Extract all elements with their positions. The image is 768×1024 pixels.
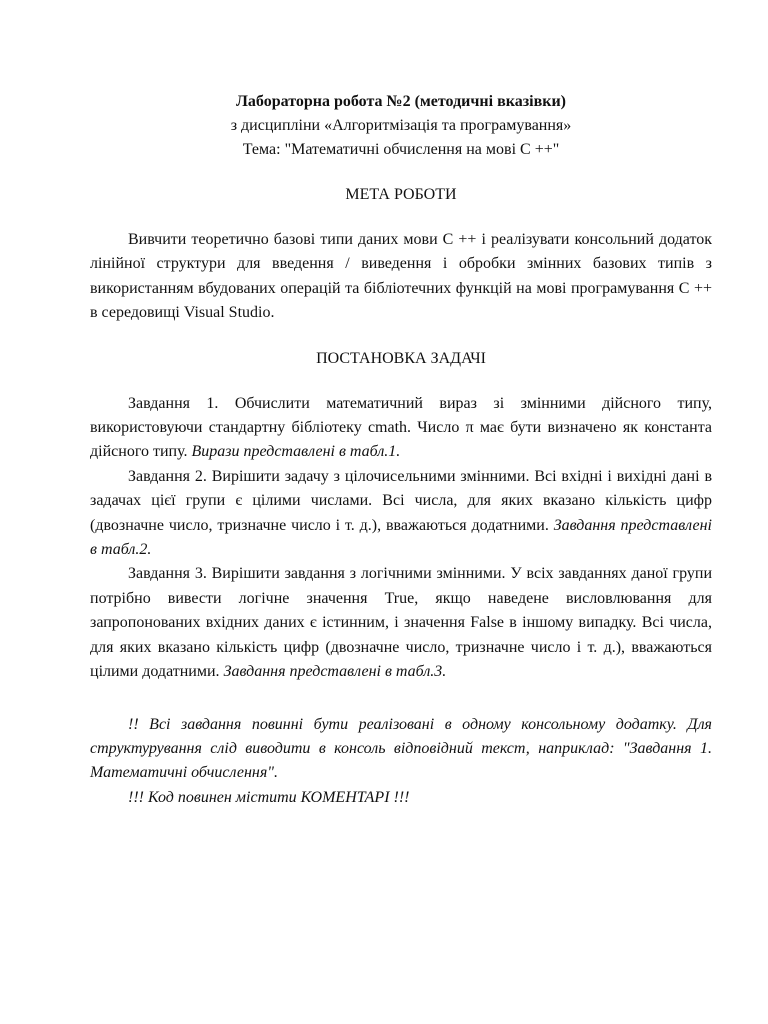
- task-item-2: [90, 465, 712, 563]
- task-item-1-text: Завдання 1. Обчислити математичний вираз зі змінними дійсного типу, використовуючи стандартну бібліотеку cmath. Число π має бути визначено як константа дійсного типу.: [90, 394, 712, 461]
- task-item-2-text: Завдання 2. Вирішити задачу з цілочисельними змінними. Всі вхідні і вихідні дані в задачах цієї групи є цілими числами. Всі числа, для яких вказано кількість цифр (двозначне число, тризначне число і т. д.), вважаються додатними.: [90, 467, 712, 534]
- task-heading: ПОСТАНОВКА ЗАДАЧІ: [316, 349, 486, 367]
- document-discipline: з дисципліни «Алгоритмізація та програмування»: [230, 117, 572, 134]
- task-item-2-reference: Завдання представлені в табл.2.: [90, 516, 712, 559]
- task-item-3-reference: Завдання представлені в табл.3.: [223, 663, 447, 681]
- task-item-3: [90, 562, 712, 684]
- task-item-3-text: Завдання 3. Вирішити завдання з логічними змінними. У всіх завданнях даної групи потрібно вивести логічне значення True, якщо наведене висловлювання для запропонованих вхідних даних є істинним, і значення False в іншому випадку. Всі числа, для яких вказано кількість цифр (двозначне число, тризначне число і т. д.), вважаються цілими додатними.: [90, 565, 712, 681]
- note-comments: !!! Код повинен містити КОМЕНТАРІ !!!: [128, 788, 410, 806]
- task-item-1: [90, 392, 712, 465]
- goal-heading: МЕТА РОБОТИ: [345, 186, 457, 203]
- note-single-app: !! Всі завдання повинні бути реалізовані в одному консольному додатку. Для структурування слід виводити в консоль відповідний текст, наприклад: "Завдання 1. Математичні обчислення".: [90, 715, 712, 782]
- document-title: Лабораторна робота №2 (методичні вказівки): [236, 93, 566, 110]
- goal-paragraph: Вивчити теоретично базові типи даних мови С ++ і реалізувати консольний додаток лінійної структури для введення / виведення і обробки змінних базових типів з використанням вбудованих операцій та бібліотечних функцій на мові програмування С ++ в середовищі Visual Studio.: [90, 231, 712, 322]
- task-item-1-reference: Вирази представлені в табл.1.: [191, 443, 401, 461]
- document-topic: Тема: "Математичні обчислення на мові С ++": [242, 141, 560, 158]
- document-page: [90, 90, 712, 810]
